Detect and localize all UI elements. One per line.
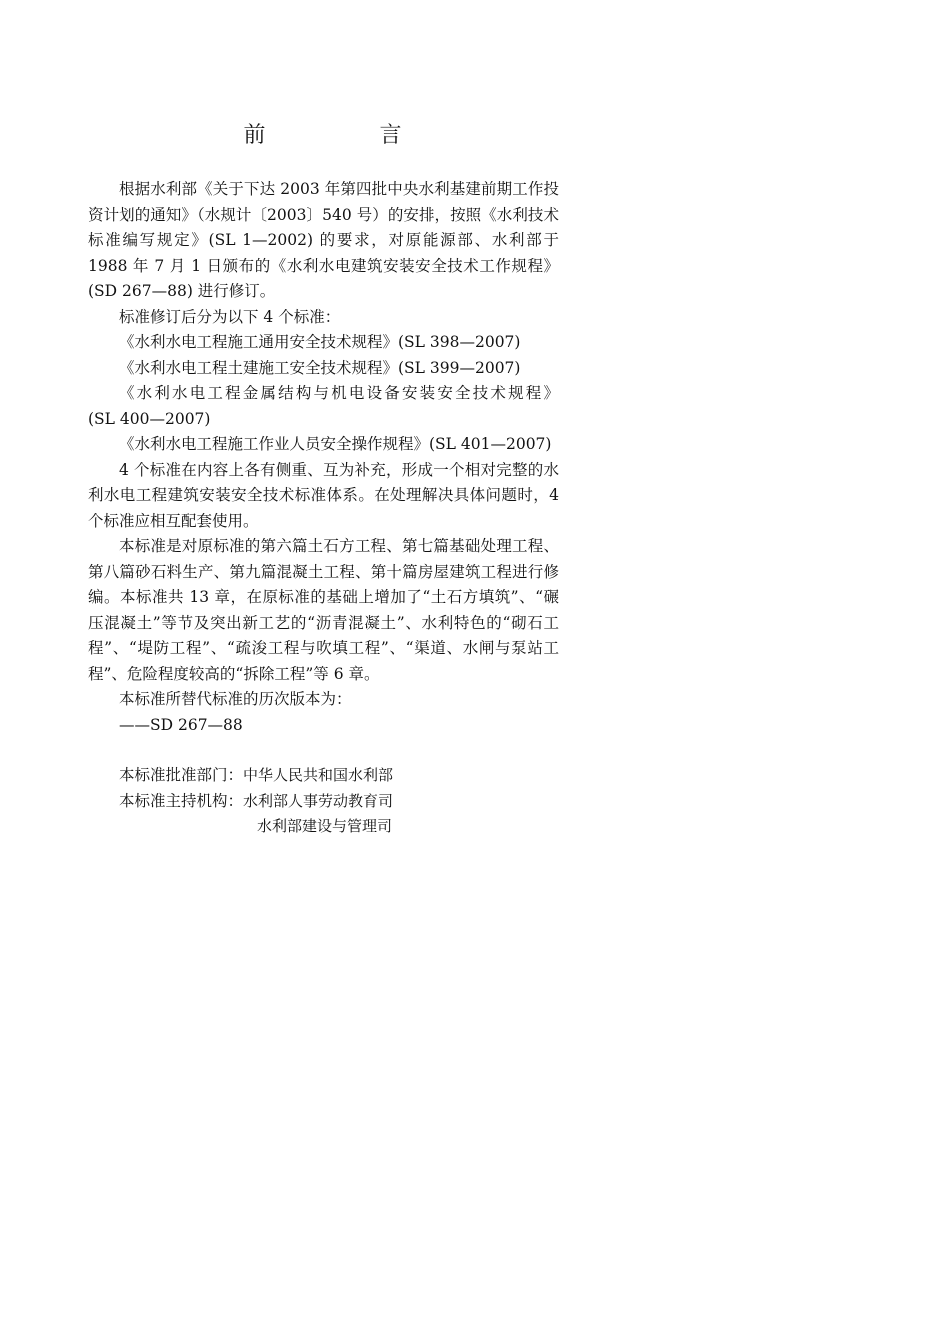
host-row-continued bbox=[88, 814, 559, 840]
host-value-2: 水利部建设与管理司 bbox=[257, 817, 393, 835]
standard-item-sl398: 《水利水电工程施工通用安全技术规程》(SL 398—2007) bbox=[119, 333, 521, 351]
approver-row bbox=[88, 763, 559, 789]
paragraph-standard-system: 4 个标准在内容上各有侧重、互为补充，形成一个相对完整的水利水电工程建筑安装安全技术标准体系。在处理解决具体问题时，4 个标准应相互配套使用。 bbox=[88, 460, 559, 530]
paragraph-replaced-versions: 本标准所替代标准的历次版本为： bbox=[119, 690, 352, 708]
page-title: 前 言 bbox=[243, 123, 448, 148]
standard-item-sl400-code: (SL 400—2007) bbox=[88, 409, 211, 428]
host-value-1: 水利部人事劳动教育司 bbox=[243, 791, 394, 810]
approver-value: 中华人民共和国水利部 bbox=[243, 766, 394, 784]
approval-block bbox=[88, 763, 559, 840]
host-label: 本标准主持机构： bbox=[119, 791, 244, 810]
document-body bbox=[88, 177, 559, 840]
spacer bbox=[88, 738, 559, 763]
replaced-version-item: ——SD 267—88 bbox=[119, 715, 243, 734]
paragraph-revision-basis: 根据水利部《关于下达 2003 年第四批中央水利基建前期工作投资计划的通知》（水规计〔2003〕540 号）的安排，按照《水利技术标准编写规定》(SL 1—2002) 的要求，对原能源部、水利部于 1988 年 7 月 1 日颁布的《水利水电建筑安装安全技术工作规程》(SD 267—88) 进行修订。 bbox=[88, 180, 559, 300]
paragraph-revision-scope: 本标准是对原标准的第六篇土石方工程、第七篇基础处理工程、第八篇砂石料生产、第九篇混凝土工程、第十篇房屋建筑工程进行修编。本标准共 13 章，在原标准的基础上增加了“土石方填筑”、“碾压混凝土”等节及突出新工艺的“沥青混凝土”、水利特色的“砌石工程”、“堤防工程”、“疏浚工程与吹填工程”、“渠道、水闸与泵站工程”、危险程度较高的“拆除工程”等 6 章。 bbox=[88, 537, 559, 683]
approver-label: 本标准批准部门： bbox=[119, 766, 244, 784]
paragraph-standards-intro: 标准修订后分为以下 4 个标准： bbox=[119, 307, 341, 326]
standard-item-sl399: 《水利水电工程土建施工安全技术规程》(SL 399—2007) bbox=[119, 358, 521, 377]
standard-item-sl400: 《水利水电工程金属结构与机电设备安装安全技术规程》 bbox=[119, 384, 559, 402]
standard-item-sl401: 《水利水电工程施工作业人员安全操作规程》(SL 401—2007) bbox=[119, 435, 552, 453]
host-row bbox=[88, 789, 559, 815]
